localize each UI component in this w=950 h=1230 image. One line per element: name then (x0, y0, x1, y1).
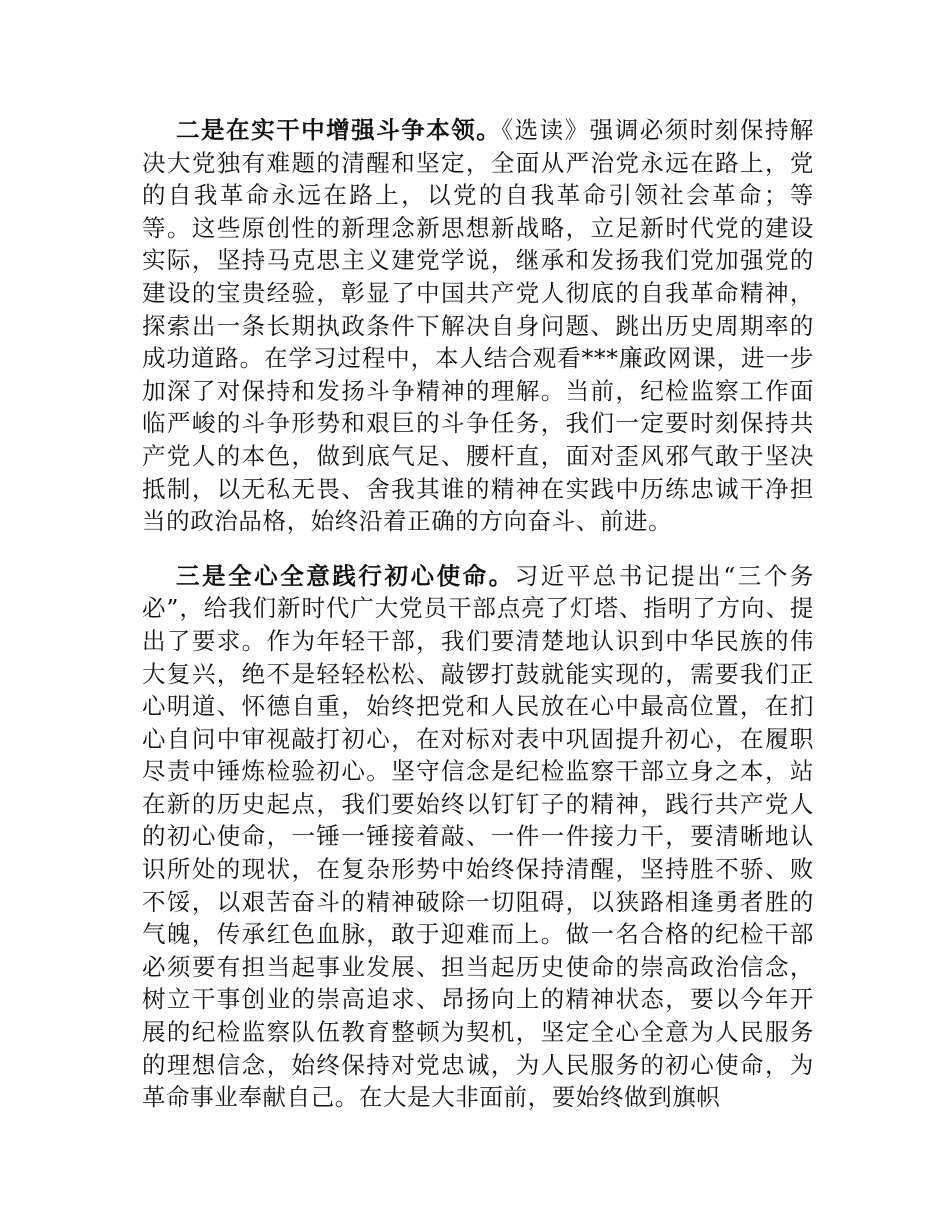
paragraph-struggle-ability (142, 114, 814, 538)
paragraph-lead-heading: 二是在实干中增强斗争本领。 (176, 116, 502, 144)
paragraph-lead-heading: 三是全心全意践行初心使命。 (176, 561, 515, 590)
document-body (142, 114, 814, 1114)
paragraph-body-text: 《选读》强调必须时刻保持解决大党独有难题的清醒和坚定，全面从严治党永远在路上，党的自我革命永远在路上，以党的自我革命引领社会革命；等等。这些原创性的新理念新思想新战略，立足新时代党的建设实际，坚持马克思主义建党学说，继承和发扬我们党加强党的建设的宝贵经验，彰显了中国共产党人彻底的自我革命精神，探索出一条长期执政条件下解决自身问题、跳出历史周期率的成功道路。在学习过程中，本人结合观看***廉政网课，进一步加深了对保持和发扬斗争精神的理解。当前，纪检监察工作面临严峻的斗争形势和艰巨的斗争任务，我们一定要时刻保持共产党人的本色，做到底气足、腰杆直，面对歪风邪气敢于坚决抵制，以无私无畏、舍我其谁的精神在实践中历练忠诚干净担当的政治品格，始终沿着正确的方向奋斗、前进。 (142, 116, 814, 536)
paragraph-original-mission (142, 560, 814, 1114)
paragraph-body-text: 习近平总书记提出“三个务必”，给我们新时代广大党员干部点亮了灯塔、指明了方向、提出了要求。作为年轻干部，我们要清楚地认识到中华民族的伟大复兴，绝不是轻轻松松、敲锣打鼓就能实现的，需要我们正心明道、怀德自重，始终把党和人民放在心中最高位置，在扪心自问中审视敲打初心，在对标对表中巩固提升初心，在履职尽责中锤炼检验初心。坚守信念是纪检监察干部立身之本，站在新的历史起点，我们要始终以钉钉子的精神，践行共产党人的初心使命，一锤一锤接着敲、一件一件接力干，要清晰地认识所处的现状，在复杂形势中始终保持清醒，坚持胜不骄、败不馁，以艰苦奋斗的精神破除一切阻碍，以狭路相逢勇者胜的气魄，传承红色血脉，敢于迎难而上。做一名合格的纪检干部必须要有担当起事业发展、担当起历史使命的崇高政治信念，树立干事创业的崇高追求、昂扬向上的精神状态，要以今年开展的纪检监察队伍教育整顿为契机，坚定全心全意为人民服务的理想信念，始终保持对党忠诚，为人民服务的初心使命，为革命事业奉献自己。在大是大非面前，要始终做到旗帜 (142, 561, 814, 1112)
